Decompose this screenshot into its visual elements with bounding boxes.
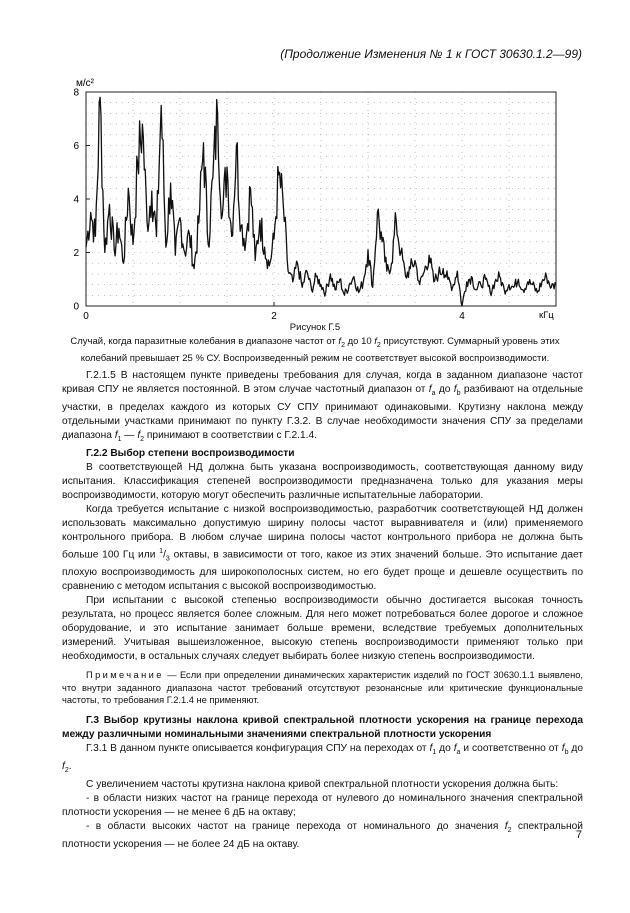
paragraph-g31: Г.3.1 В данном пункте описывается конфигурация СПУ на переходах от $f_1$ до $f_a$ и соответственно от $f_b$ до $f_2$. bbox=[62, 742, 583, 775]
y-tick-label: 8 bbox=[73, 87, 79, 99]
page-header: (Продолжение Изменения № 1 к ГОСТ 30630.1.2—99) bbox=[280, 47, 582, 61]
paragraph-g22-intro: В соответствующей НД должна быть указана воспроизводимость, соответствующая данному виду испытания. Классификация степеней воспроизводимости предназначена только для указания меры воспроизводимости, которую могут обеспечить различные испытательные лаборатории. bbox=[62, 462, 583, 502]
figure-title: Рисунок Г.5 bbox=[289, 322, 341, 333]
page-number: 7 bbox=[575, 829, 582, 841]
paragraph-low-reproducibility: Когда требуется испытание с низкой воспроизводимостью, разработчик соответствующей НД должен использовать максимально допустимую ширину полосы частот выравнивателя и (или) применяемого контрольного прибора. В любом случае ширина полосы частот контрольного прибора не должна быть больше 100 Гц или $^1/_3$ октавы, в зависимости от того, какое из этих значений больше. Это испытание дает плохую воспроизводимость для широкополосных систем, но его будет проще и дешевле осуществить по сравнению с методом испытания с высокой воспроизводимостью. bbox=[62, 504, 583, 593]
heading-g3: Г.3 Выбор крутизны наклона кривой спектральной плотности ускорения на границе перехода между различными номинальными значениями спектральной плотности ускорения bbox=[62, 714, 583, 740]
x-tick-labels bbox=[83, 311, 465, 322]
acceleration-spectrum-chart bbox=[64, 72, 564, 322]
paragraph-low-frequency: - в области низких частот на границе перехода от нулевого до номинального значения спектральной плотности ускорения — не менее 6 дБ на октаву; bbox=[62, 793, 583, 819]
paragraph-g215: Г.2.1.5 В настоящем пункте приведены требования для случая, когда в заданном диапазоне частот кривая СПУ не является постоянной. В этом случае частотный диапазон от $f_a$ до $f_b$ разбивают на отдельные участки, в пределах каждого из которых СУ СПУ принимают одинаковыми. Крутизну наклона между отдельными участками принимают по пункту Г.3.2. В случае необходимости значения СПУ за пределами диапазона $f_1$ — $f_2$ принимают в соответствии с Г.2.1.4. bbox=[62, 370, 583, 444]
note: Примечание — Если при определении динамических характеристик изделий по ГОСТ 30630.1.1 выявлено, что внутри заданного диапазона частот требований отсутствуют резонансные или критические функциональные частоты, то требования Г.2.1.4 не применяют. bbox=[62, 670, 583, 706]
y-tick-label: 6 bbox=[73, 141, 79, 152]
paragraph-slope-intro: С увеличением частоты крутизна наклона кривой спектральной плотности ускорения должна быть: bbox=[86, 779, 559, 791]
y-tick-label: 2 bbox=[73, 248, 79, 259]
paragraph-high-frequency: - в области высоких частот на границе перехода от номинального до значения $f_2$ спектральной плотности ускорения — не более 24 дБ на октаву. bbox=[62, 821, 583, 851]
x-tick-label: 4 bbox=[459, 311, 465, 322]
y-axis-label: м/с² bbox=[76, 78, 94, 89]
y-tick-label: 4 bbox=[73, 194, 79, 206]
x-tick-label: 2 bbox=[271, 311, 277, 322]
heading-g22: Г.2.2 Выбор степени воспроизводимости bbox=[86, 448, 295, 460]
x-tick-label: 0 bbox=[83, 311, 89, 322]
body-text bbox=[62, 369, 583, 852]
figure-caption: Случай, когда паразитные колебания в диапазоне частот от $f_2$ до 10 $f_2$ присутствуют. Суммарный уровень этих колебаний превышает 25 % СУ. Воспроизведенный режим не соответствует высокой воспроизводимости. bbox=[70, 336, 560, 364]
note-label: Примечание bbox=[86, 670, 164, 681]
y-tick-labels bbox=[73, 88, 79, 313]
y-tick-label: 0 bbox=[73, 301, 79, 313]
paragraph-high-reproducibility: При испытании с высокой степенью воспроизводимости обычно достигается высокая точность результата, но процесс является более сложным. Для него может потребоваться более дорогое и сложное оборудование, и это испытание занимает больше времени, вследствие требуемых дополнительных измерений. Учитывая вышеизложенное, высокую степень воспроизводимости применяют только при необходимости, в остальных случаях следует выбирать более низкую степень воспроизводимости. bbox=[62, 595, 583, 663]
x-axis-unit-label: кГц bbox=[539, 310, 554, 321]
chart-grid bbox=[86, 92, 556, 306]
